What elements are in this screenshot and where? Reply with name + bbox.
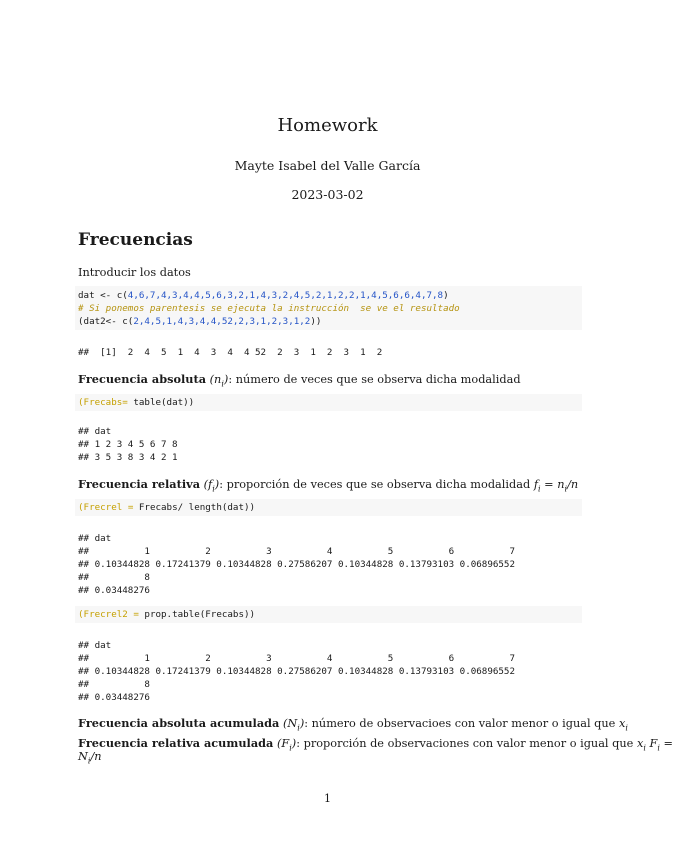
output-1: ## [1] 2 4 5 1 4 3 4 4 52 2 3 1 2 3 1 2 [78,347,383,358]
output-3-line-3: ## 0.10344828 0.17241379 0.10344828 0.27586207 0.10344828 0.13793103 0.06896552 [78,559,515,570]
code-line-1: dat <- c(4,6,7,4,3,4,4,5,6,3,2,1,4,3,2,4,5,2,1,2,2,1,4,5,6,6,4,7,8) [78,290,449,301]
para-frecuencia-absoluta-acumulada: Frecuencia absoluta acumulada $(N_i)$: número de observacioes con valor menor o igual que $x_i$ [78,716,628,733]
output-2-line-1: ## dat [78,426,112,437]
page-number: 1 [324,792,331,805]
intro-text: Introducir los datos [78,266,191,279]
doc-title: Homework [277,115,378,136]
output-3-line-1: ## dat [78,533,112,544]
para-frecuencia-relativa: Frecuencia relativa $(f_i)$: proporción de veces que se observa dicha modalidad $f_i = n_i/n$ [78,477,579,494]
output-4-line-2: ## 1 2 3 4 5 6 7 [78,653,515,664]
doc-date: 2023-03-02 [291,187,364,202]
doc-author: Mayte Isabel del Valle García [234,158,421,173]
output-3-line-5: ## 0.03448276 [78,585,150,596]
code-frecabs: (Frecabs= table(dat)) [78,397,195,408]
code-line-3: (dat2<- c(2,4,5,1,4,3,4,4,52,2,3,1,2,3,1,2)) [78,316,322,327]
output-4-line-1: ## dat [78,640,112,651]
code-frecrel2: (Frecrel2 = prop.table(Frecabs)) [78,609,256,620]
code-comment: # Si ponemos parentesis se ejecuta la instrucción se ve el resultado [78,303,460,314]
output-3-line-4: ## 8 [78,572,150,583]
para-frecuencia-absoluta: Frecuencia absoluta $(n_i)$: número de veces que se observa dicha modalidad [78,372,521,389]
output-4-line-3: ## 0.10344828 0.17241379 0.10344828 0.27586207 0.10344828 0.13793103 0.06896552 [78,666,515,677]
para-frecuencia-relativa-acumulada: Frecuencia relativa acumulada $(F_i)$: proporción de observaciones con valor menor o igual que $x_i$ $F_i$ = [78,736,673,753]
output-3-line-2: ## 1 2 3 4 5 6 7 [78,546,515,557]
output-4-line-5: ## 0.03448276 [78,692,150,703]
output-2-line-3: ## 3 5 3 8 3 4 2 1 [78,452,178,463]
output-4-line-4: ## 8 [78,679,150,690]
code-frecrel: (Frecrel = Frecabs/ length(dat)) [78,502,256,513]
output-2-line-2: ## 1 2 3 4 5 6 7 8 [78,439,178,450]
section-heading: Frecuencias [78,230,193,250]
para-relativa-acumulada-cont: $N_i/n$ [78,750,102,766]
